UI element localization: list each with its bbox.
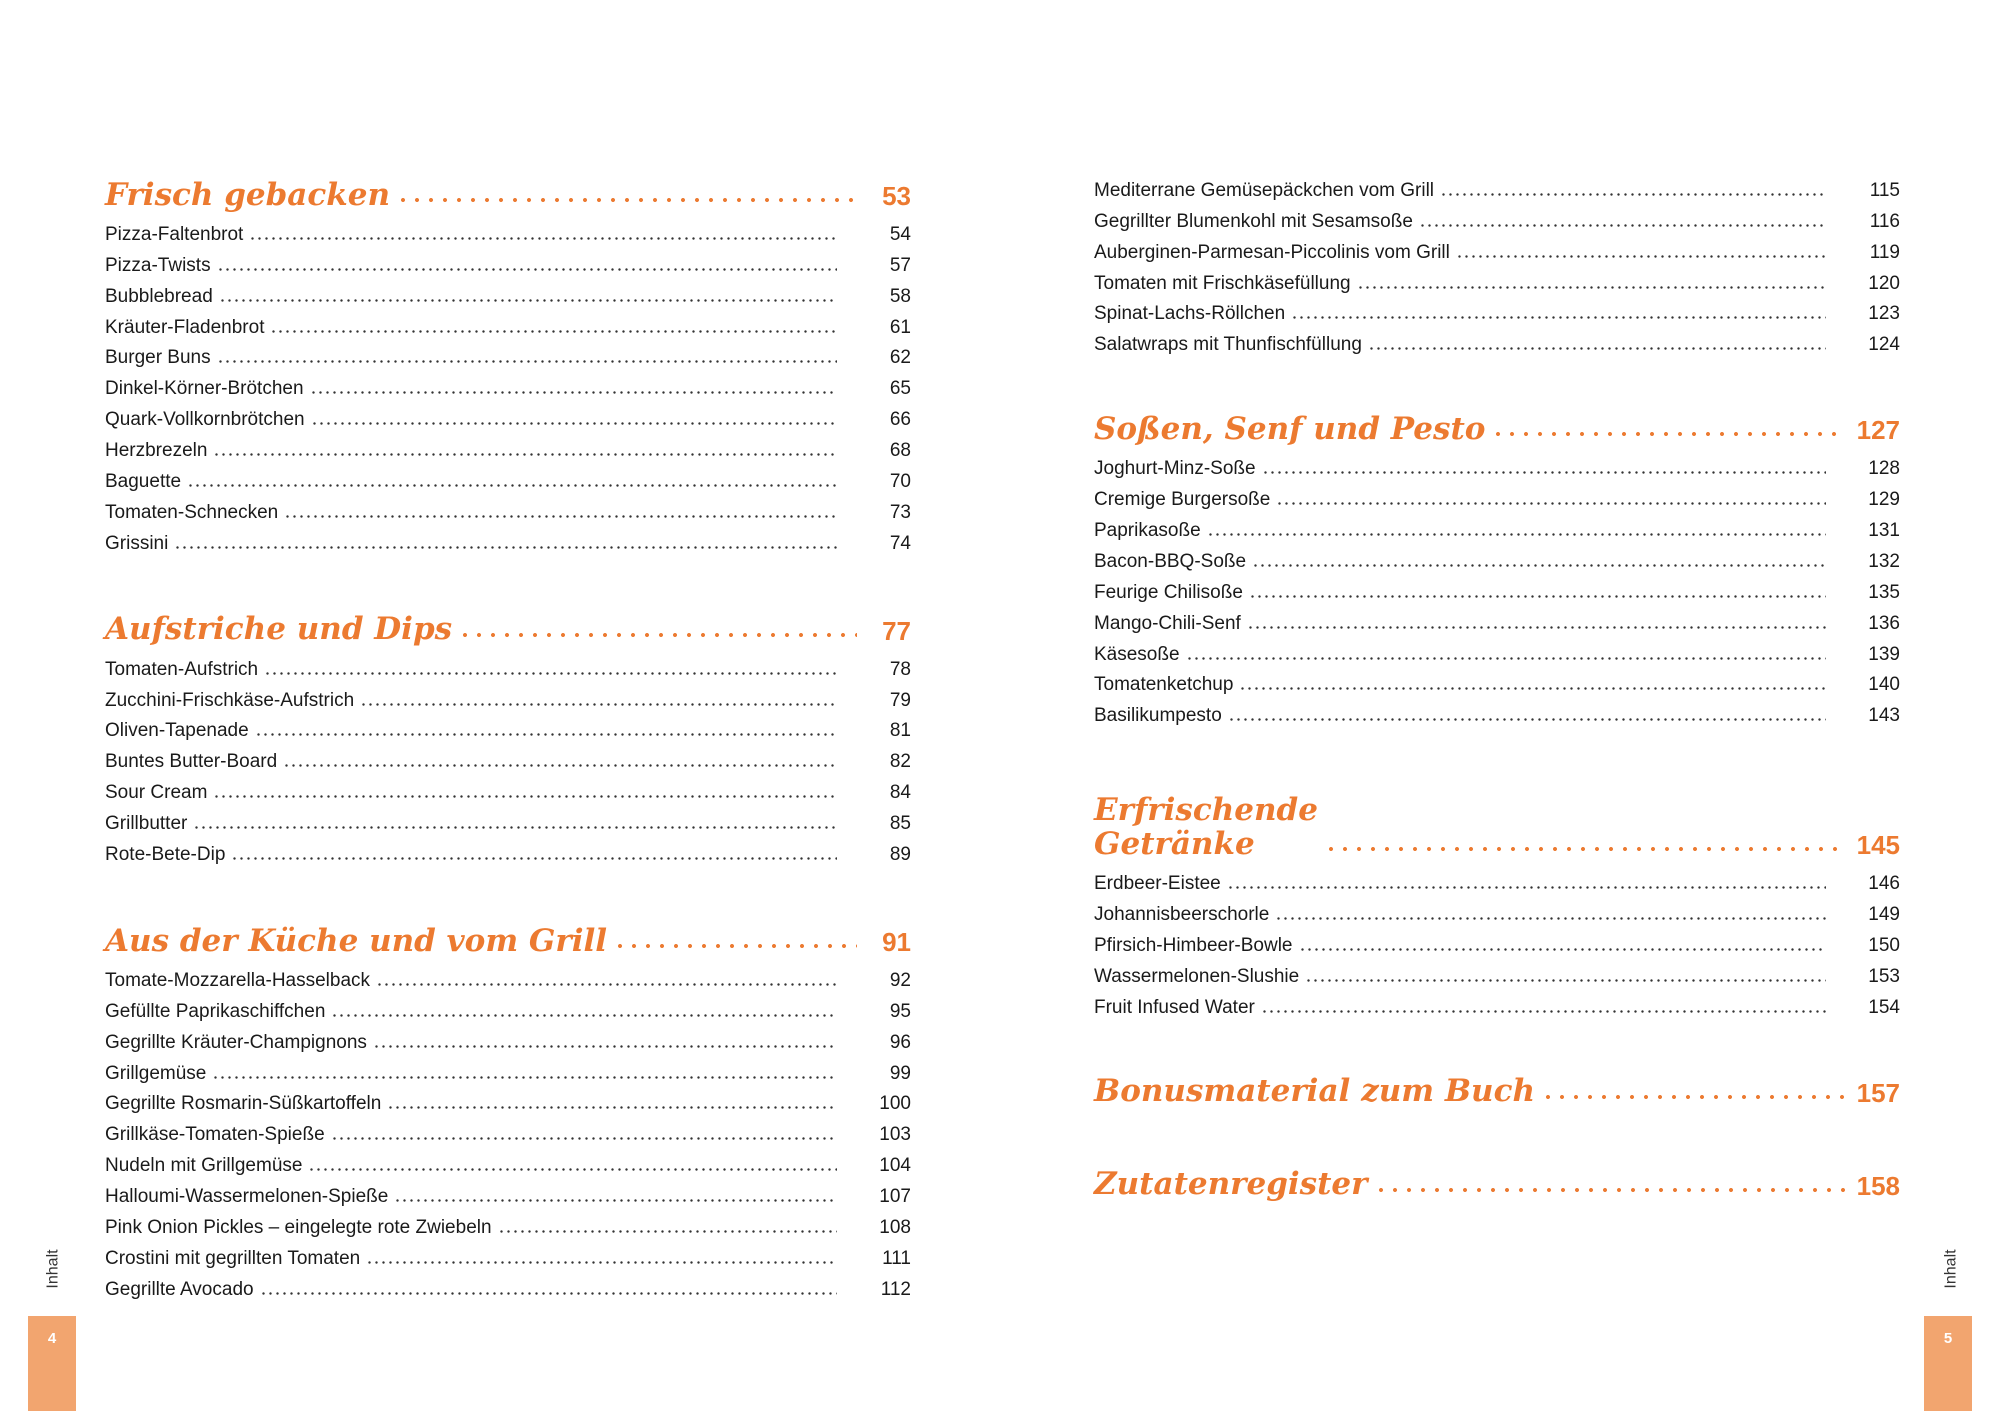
entry-page-number: 54 — [889, 223, 911, 245]
spacer — [1094, 356, 1900, 402]
entry-page-number: 89 — [889, 844, 911, 866]
section-page-number: 91 — [882, 926, 911, 957]
entry-label: Quark-Vollkornbrötchen — [105, 409, 305, 431]
side-label-inhalt: Inhalt — [44, 1249, 62, 1289]
dot-leader — [308, 1165, 837, 1171]
toc-entry[interactable] — [105, 773, 911, 804]
entry-page-number: 100 — [879, 1093, 911, 1115]
entry-page-number: 132 — [1868, 550, 1900, 572]
right-page-toc — [1094, 171, 1900, 1205]
dot-leader — [260, 1289, 837, 1295]
entry-page-number: 107 — [879, 1186, 911, 1208]
dot-leader — [1456, 252, 1826, 258]
entry-label: Tomaten-Aufstrich — [105, 658, 259, 680]
toc-entry[interactable] — [105, 369, 911, 400]
entry-page-number: 57 — [889, 254, 911, 276]
dot-leader — [1357, 283, 1826, 289]
dot-leader — [1239, 684, 1826, 690]
toc-section-sossen-senf-und-pesto — [1094, 402, 1900, 727]
entry-label: Gegrillte Rosmarin-Süßkartoffeln — [105, 1093, 382, 1115]
entry-page-number: 82 — [889, 751, 911, 773]
toc-entry[interactable] — [105, 215, 911, 246]
entry-label: Halloumi-Wassermelonen-Spieße — [105, 1186, 389, 1208]
entry-label: Nudeln mit Grillgemüse — [105, 1155, 303, 1177]
entry-label: Bubblebread — [105, 285, 213, 307]
dot-leader — [1249, 592, 1826, 598]
entry-page-number: 70 — [889, 471, 911, 493]
entry-label: Pizza-Twists — [105, 254, 211, 276]
entry-page-number: 68 — [889, 440, 911, 462]
entry-page-number: 99 — [889, 1062, 911, 1084]
toc-entry[interactable] — [1094, 895, 1900, 926]
entry-label: Bacon-BBQ-Soße — [1094, 550, 1247, 572]
toc-entry[interactable] — [1094, 449, 1900, 480]
toc-section-erfrischende-getraenke — [1094, 773, 1900, 1018]
toc-entry[interactable] — [1094, 988, 1900, 1019]
toc-section-aus-der-kueche-und-vom-grill — [105, 914, 911, 1301]
entry-page-number: 153 — [1868, 965, 1900, 987]
section-page-number: 127 — [1856, 415, 1900, 446]
section-heading[interactable] — [1094, 1158, 1900, 1202]
section-title: Frisch gebacken — [105, 176, 391, 213]
toc-entry[interactable] — [105, 835, 911, 866]
entry-page-number: 79 — [889, 689, 911, 711]
entry-label: Fruit Infused Water — [1094, 996, 1255, 1018]
dot-leader — [193, 823, 837, 829]
dot-leader — [284, 512, 837, 518]
entry-page-number: 128 — [1868, 458, 1900, 480]
dot-leader — [1299, 945, 1827, 951]
section-title: Aufstriche und Dips — [105, 611, 453, 648]
entry-page-number: 84 — [889, 782, 911, 804]
entry-page-number: 95 — [889, 1000, 911, 1022]
entry-page-number: 108 — [879, 1217, 911, 1239]
section-heading[interactable] — [105, 603, 911, 647]
entry-label: Salatwraps mit Thunfischfüllung — [1094, 334, 1362, 356]
toc-entry[interactable] — [105, 277, 911, 308]
toc-entry[interactable] — [105, 1023, 911, 1054]
entry-label: Wassermelonen-Slushie — [1094, 965, 1300, 987]
section-page-number: 157 — [1856, 1077, 1900, 1108]
toc-entry[interactable] — [105, 1177, 911, 1208]
toc-entry[interactable] — [1094, 957, 1900, 988]
entry-label: Cremige Burgersoße — [1094, 489, 1271, 511]
dot-leader — [1207, 530, 1826, 536]
side-label-inhalt: Inhalt — [1942, 1249, 1960, 1289]
toc-entry[interactable] — [105, 1054, 911, 1085]
entry-list — [1094, 449, 1900, 727]
entry-label: Basilikumpesto — [1094, 705, 1222, 727]
entry-page-number: 111 — [882, 1247, 911, 1269]
dot-leader — [212, 1073, 837, 1079]
dot-leader — [283, 761, 837, 767]
entry-label: Tomaten-Schnecken — [105, 501, 279, 523]
dot-leader — [1368, 344, 1826, 350]
entry-page-number: 143 — [1868, 705, 1900, 727]
entry-page-number: 58 — [889, 285, 911, 307]
entry-page-number: 62 — [889, 347, 911, 369]
toc-entry[interactable] — [1094, 926, 1900, 957]
entry-label: Gefüllte Paprikaschiffchen — [105, 1000, 326, 1022]
toc-entry[interactable] — [105, 1146, 911, 1177]
page-number: 5 — [1943, 1330, 1953, 1347]
toc-entry[interactable] — [105, 742, 911, 773]
dot-leader — [187, 481, 837, 487]
entry-label: Dinkel-Körner-Brötchen — [105, 378, 304, 400]
spacer — [1094, 1019, 1900, 1065]
entry-page-number: 146 — [1868, 873, 1900, 895]
toc-entry[interactable] — [105, 961, 911, 992]
entry-label: Tomate-Mozzarella-Hasselback — [105, 969, 371, 991]
entry-label: Joghurt-Minz-Soße — [1094, 458, 1256, 480]
toc-entry[interactable] — [1094, 573, 1900, 604]
left-page-toc — [105, 168, 911, 1301]
entry-page-number: 96 — [889, 1031, 911, 1053]
toc-section-aufstriche-und-dips — [105, 603, 911, 866]
dot-leader — [231, 854, 837, 860]
entry-label: Erdbeer-Eistee — [1094, 873, 1221, 895]
section-heading[interactable] — [1094, 773, 1900, 861]
dot-leader — [1247, 623, 1826, 629]
entry-label: Spinat-Lachs-Röllchen — [1094, 303, 1286, 325]
toc-entry[interactable] — [1094, 542, 1900, 573]
entry-label: Feurige Chilisoße — [1094, 581, 1243, 603]
entry-label: Zucchini-Frischkäse-Aufstrich — [105, 689, 355, 711]
entry-page-number: 131 — [1868, 520, 1900, 542]
dot-leader — [331, 1011, 837, 1017]
toc-entry[interactable] — [1094, 864, 1900, 895]
section-heading[interactable] — [1094, 402, 1900, 446]
toc-entry[interactable] — [1094, 295, 1900, 326]
toc-entry[interactable] — [105, 1239, 911, 1270]
toc-entry[interactable] — [105, 804, 911, 835]
toc-section-frisch-gebacken — [105, 168, 911, 555]
entry-label: Mediterrane Gemüsepäckchen vom Grill — [1094, 179, 1435, 201]
entry-label: Pizza-Faltenbrot — [105, 223, 244, 245]
entry-page-number: 136 — [1868, 612, 1900, 634]
section-title-line-2: Getränke — [1094, 825, 1255, 862]
dot-leader — [213, 792, 837, 798]
toc-entry[interactable] — [105, 681, 911, 712]
dot-leader — [1276, 499, 1826, 505]
entry-label: Grillbutter — [105, 813, 188, 835]
dot-leader — [1491, 424, 1844, 438]
dot-leader — [264, 669, 837, 675]
dot-leader — [219, 296, 837, 302]
dot-leader — [376, 980, 837, 986]
entry-page-number: 149 — [1868, 904, 1900, 926]
entry-label: Crostini mit gegrillten Tomaten — [105, 1247, 361, 1269]
entry-page-number: 66 — [889, 409, 911, 431]
entry-page-number: 123 — [1868, 303, 1900, 325]
entry-page-number: 81 — [889, 720, 911, 742]
dot-leader — [1305, 976, 1826, 982]
dot-leader — [373, 1042, 837, 1048]
entry-page-number: 150 — [1868, 935, 1900, 957]
dot-leader — [270, 327, 837, 333]
toc-entry[interactable] — [1094, 233, 1900, 264]
section-title: Zutatenregister — [1094, 1166, 1368, 1203]
entry-label: Paprikasoße — [1094, 520, 1201, 542]
dot-leader — [311, 419, 837, 425]
entry-page-number: 73 — [889, 501, 911, 523]
dot-leader — [310, 388, 837, 394]
entry-page-number: 78 — [889, 658, 911, 680]
toc-entry[interactable] — [1094, 604, 1900, 635]
entry-page-number: 139 — [1868, 643, 1900, 665]
dot-leader — [1541, 1087, 1845, 1101]
entry-page-number: 140 — [1868, 674, 1900, 696]
dot-leader — [217, 265, 837, 271]
entry-label: Sour Cream — [105, 782, 208, 804]
entry-label: Johannisbeerschorle — [1094, 904, 1270, 926]
toc-entry[interactable] — [105, 339, 911, 370]
entry-label: Tomatenketchup — [1094, 674, 1234, 696]
section-heading[interactable] — [1094, 1065, 1900, 1109]
toc-entry[interactable] — [1094, 171, 1900, 202]
entry-label: Pink Onion Pickles – eingelegte rote Zwiebeln — [105, 1217, 492, 1239]
dot-leader — [1252, 561, 1826, 567]
dot-leader — [1419, 221, 1826, 227]
dot-leader — [613, 936, 857, 950]
entry-label: Käsesoße — [1094, 643, 1180, 665]
entry-page-number: 124 — [1868, 334, 1900, 356]
toc-entry[interactable] — [105, 650, 911, 681]
section-title: Soßen, Senf und Pesto — [1094, 410, 1486, 447]
toc-section-zutatenregister — [1094, 1158, 1900, 1202]
toc-entry[interactable] — [1094, 696, 1900, 727]
dot-leader — [331, 1134, 837, 1140]
dot-leader — [174, 543, 837, 549]
dot-leader — [396, 190, 857, 204]
entry-label: Grillkäse-Tomaten-Spieße — [105, 1124, 325, 1146]
toc-entry[interactable] — [105, 400, 911, 431]
dot-leader — [1186, 654, 1826, 660]
entry-label: Mango-Chili-Senf — [1094, 612, 1241, 634]
entry-label: Burger Buns — [105, 347, 211, 369]
toc-entry[interactable] — [1094, 480, 1900, 511]
entry-label: Grissini — [105, 532, 169, 554]
entry-label: Herzbrezeln — [105, 440, 208, 462]
dot-leader — [1262, 468, 1826, 474]
page-number-tab — [1924, 1316, 1972, 1411]
dot-leader — [360, 700, 837, 706]
section-title-line-1: Erfrischende — [1094, 792, 1318, 829]
spacer — [105, 866, 911, 914]
entry-page-number: 112 — [880, 1278, 911, 1300]
toc-section-bonusmaterial — [1094, 1065, 1900, 1109]
spacer — [1094, 727, 1900, 773]
dot-leader — [249, 234, 837, 240]
page-number: 4 — [47, 1330, 57, 1347]
toc-entry[interactable] — [105, 1208, 911, 1239]
dot-leader — [213, 450, 837, 456]
page-number-tab — [28, 1316, 76, 1411]
dot-leader — [1261, 1007, 1826, 1013]
section-heading[interactable] — [105, 914, 911, 958]
spacer — [1094, 1112, 1900, 1158]
dot-leader — [1374, 1180, 1845, 1194]
section-title: Aus der Küche und vom Grill — [105, 922, 608, 959]
entry-label: Baguette — [105, 471, 182, 493]
toc-entry[interactable] — [105, 462, 911, 493]
toc-entry[interactable] — [1094, 202, 1900, 233]
section-page-number: 145 — [1856, 830, 1900, 861]
entry-page-number: 104 — [879, 1155, 911, 1177]
entry-label: Tomaten mit Frischkäsefüllung — [1094, 272, 1351, 294]
toc-entry[interactable] — [105, 524, 911, 555]
dot-leader — [366, 1258, 837, 1264]
section-heading[interactable] — [105, 168, 911, 212]
entry-label: Rote-Bete-Dip — [105, 844, 226, 866]
entry-page-number: 135 — [1868, 581, 1900, 603]
entry-page-number: 116 — [1869, 210, 1900, 232]
dot-leader — [1275, 914, 1826, 920]
entry-page-number: 61 — [889, 316, 911, 338]
toc-entry[interactable] — [1094, 325, 1900, 356]
dot-leader — [498, 1227, 837, 1233]
toc-entry[interactable] — [1094, 635, 1900, 666]
toc-entry[interactable] — [105, 1270, 911, 1301]
toc-entry[interactable] — [105, 493, 911, 524]
toc-entry[interactable] — [105, 1115, 911, 1146]
dot-leader — [217, 357, 837, 363]
section-page-number: 158 — [1856, 1170, 1900, 1201]
entry-list — [105, 961, 911, 1301]
toc-entry[interactable] — [105, 712, 911, 743]
entry-label: Gegrillter Blumenkohl mit Sesamsoße — [1094, 210, 1413, 232]
entry-page-number: 119 — [1869, 241, 1900, 263]
entry-page-number: 103 — [879, 1124, 911, 1146]
dot-leader — [394, 1196, 837, 1202]
entry-label: Kräuter-Fladenbrot — [105, 316, 265, 338]
toc-entry[interactable] — [105, 246, 911, 277]
dot-leader — [1291, 313, 1826, 319]
toc-entry[interactable] — [105, 308, 911, 339]
dot-leader — [387, 1103, 837, 1109]
toc-entry[interactable] — [105, 431, 911, 462]
dot-leader — [1324, 839, 1845, 853]
entry-label: Auberginen-Parmesan-Piccolinis vom Grill — [1094, 241, 1450, 263]
entry-list — [1094, 864, 1900, 1018]
entry-page-number: 120 — [1868, 272, 1900, 294]
entry-page-number: 92 — [889, 969, 911, 991]
entry-label: Gegrillte Avocado — [105, 1278, 254, 1300]
entry-label: Gegrillte Kräuter-Champignons — [105, 1031, 367, 1053]
spacer — [105, 555, 911, 603]
entry-label: Oliven-Tapenade — [105, 720, 249, 742]
section-page-number: 53 — [882, 180, 911, 211]
toc-entry[interactable] — [105, 992, 911, 1023]
entry-page-number: 65 — [889, 378, 911, 400]
entry-label: Pfirsich-Himbeer-Bowle — [1094, 935, 1293, 957]
dot-leader — [1228, 715, 1826, 721]
toc-entry[interactable] — [1094, 666, 1900, 697]
section-title: Bonusmaterial zum Buch — [1094, 1073, 1535, 1110]
section-page-number: 77 — [882, 615, 911, 646]
entry-label: Buntes Butter-Board — [105, 751, 278, 773]
entry-page-number: 85 — [889, 813, 911, 835]
dot-leader — [1227, 883, 1826, 889]
dot-leader — [1440, 190, 1826, 196]
entry-list — [105, 650, 911, 866]
entry-page-number: 115 — [1869, 179, 1900, 201]
entry-page-number: 129 — [1868, 489, 1900, 511]
entry-list — [105, 215, 911, 555]
entry-page-number: 154 — [1868, 996, 1900, 1018]
continued-entry-list — [1094, 171, 1900, 356]
toc-entry[interactable] — [1094, 511, 1900, 542]
dot-leader — [255, 730, 837, 736]
dot-leader — [458, 625, 857, 639]
toc-entry[interactable] — [105, 1085, 911, 1116]
entry-label: Grillgemüse — [105, 1062, 207, 1084]
entry-page-number: 74 — [889, 532, 911, 554]
toc-entry[interactable] — [1094, 264, 1900, 295]
